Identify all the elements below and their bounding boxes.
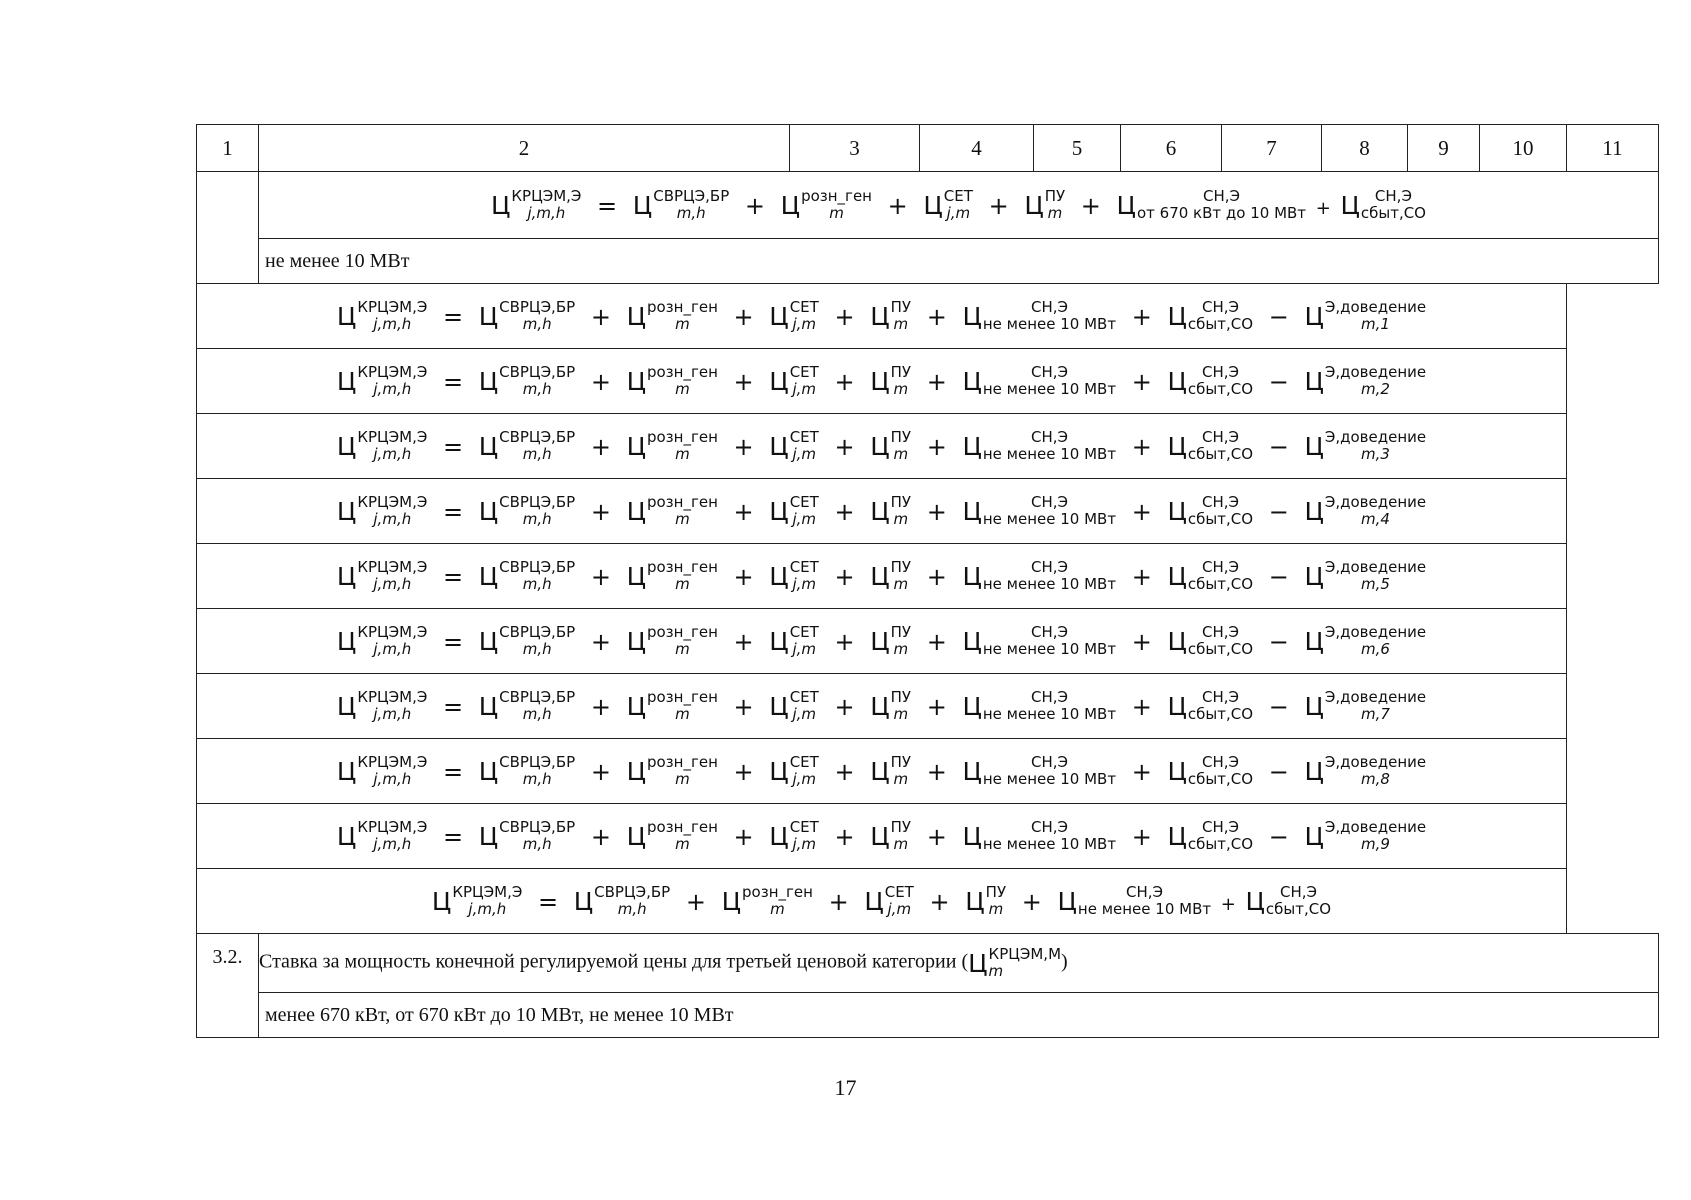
dovedenie-formula-row	[197, 609, 1659, 674]
column-header: 8	[1322, 125, 1408, 172]
formula-cell	[197, 414, 1567, 479]
column-header: 7	[1222, 125, 1322, 172]
dovedenie-formula-row	[197, 284, 1659, 349]
dovedenie-formula-row	[197, 544, 1659, 609]
column-header: 9	[1408, 125, 1480, 172]
categories-row	[197, 993, 1659, 1038]
stavka-symbol: Ц КРЦЭМ,М m	[968, 945, 1062, 980]
price-formula-dovedenie: Ц КРЦЭМ,Э j,m,h = Ц СВРЦЭ,БР m,h + Ц розн_ген m + Ц СЕТ j,m + Ц ПУ m + Ц СН,Э не менее 10 МВт + Ц СН,Э сбыт,СО − Ц Э,доведение m,9	[336, 818, 1427, 853]
formula-row-not-less-10	[197, 869, 1659, 934]
formula-cell	[197, 284, 1567, 349]
stavka-close: )	[1061, 950, 1068, 973]
dovedenie-formula-row	[197, 804, 1659, 869]
column-header: 11	[1567, 125, 1659, 172]
dovedenie-formula-row	[197, 739, 1659, 804]
formula-cell	[197, 609, 1567, 674]
stavka-description	[259, 934, 1659, 993]
price-formula-dovedenie: Ц КРЦЭМ,Э j,m,h = Ц СВРЦЭ,БР m,h + Ц розн_ген m + Ц СЕТ j,m + Ц ПУ m + Ц СН,Э не менее 10 МВт + Ц СН,Э сбыт,СО − Ц Э,доведение m,3	[336, 428, 1427, 463]
formula-cell	[197, 349, 1567, 414]
price-formula-dovedenie: Ц КРЦЭМ,Э j,m,h = Ц СВРЦЭ,БР m,h + Ц розн_ген m + Ц СЕТ j,m + Ц ПУ m + Ц СН,Э не менее 10 МВт + Ц СН,Э сбыт,СО − Ц Э,доведение m,7	[336, 688, 1427, 723]
price-formula-dovedenie: Ц КРЦЭМ,Э j,m,h = Ц СВРЦЭ,БР m,h + Ц розн_ген m + Ц СЕТ j,m + Ц ПУ m + Ц СН,Э не менее 10 МВт + Ц СН,Э сбыт,СО − Ц Э,доведение m,8	[336, 753, 1427, 788]
price-formula-dovedenie: Ц КРЦЭМ,Э j,m,h = Ц СВРЦЭ,БР m,h + Ц розн_ген m + Ц СЕТ j,m + Ц ПУ m + Ц СН,Э не менее 10 МВт + Ц СН,Э сбыт,СО − Ц Э,доведение m,1	[336, 298, 1427, 333]
dovedenie-formula-row	[197, 414, 1659, 479]
row-number: 3.2.	[197, 934, 259, 1038]
dovedenie-formula-row	[197, 674, 1659, 739]
price-formula-not-less-10: Ц КРЦЭМ,Э j,m,h = Ц СВРЦЭ,БР m,h + Ц розн_ген m + Ц СЕТ j,m + Ц ПУ m + Ц СН,Э не менее 10 МВт + Ц СН,Э сбыт,СО	[431, 883, 1332, 918]
column-header: 3	[790, 125, 920, 172]
formula-cell	[197, 674, 1567, 739]
formula-cell	[197, 869, 1567, 934]
header-row	[197, 125, 1659, 172]
price-formula-dovedenie: Ц КРЦЭМ,Э j,m,h = Ц СВРЦЭ,БР m,h + Ц розн_ген m + Ц СЕТ j,m + Ц ПУ m + Ц СН,Э не менее 10 МВт + Ц СН,Э сбыт,СО − Ц Э,доведение m,4	[336, 493, 1427, 528]
categories-text: менее 670 кВт, от 670 кВт до 10 МВт, не менее 10 МВт	[259, 993, 1659, 1038]
column-header: 10	[1480, 125, 1567, 172]
formula-row-670	[197, 172, 1659, 239]
formula-cell	[197, 739, 1567, 804]
price-formula-dovedenie: Ц КРЦЭМ,Э j,m,h = Ц СВРЦЭ,БР m,h + Ц розн_ген m + Ц СЕТ j,m + Ц ПУ m + Ц СН,Э не менее 10 МВт + Ц СН,Э сбыт,СО − Ц Э,доведение m,6	[336, 623, 1427, 658]
column-header: 2	[259, 125, 790, 172]
category-label: не менее 10 МВт	[259, 239, 1659, 284]
price-formula-dovedenie: Ц КРЦЭМ,Э j,m,h = Ц СВРЦЭ,БР m,h + Ц розн_ген m + Ц СЕТ j,m + Ц ПУ m + Ц СН,Э не менее 10 МВт + Ц СН,Э сбыт,СО − Ц Э,доведение m,2	[336, 363, 1427, 398]
label-row	[197, 239, 1659, 284]
row-3-2	[197, 934, 1659, 993]
column-header: 5	[1034, 125, 1121, 172]
formula-cell	[197, 544, 1567, 609]
row-number-cell	[197, 172, 259, 284]
price-formula-dovedenie: Ц КРЦЭМ,Э j,m,h = Ц СВРЦЭ,БР m,h + Ц розн_ген m + Ц СЕТ j,m + Ц ПУ m + Ц СН,Э не менее 10 МВт + Ц СН,Э сбыт,СО − Ц Э,доведение m,5	[336, 558, 1427, 593]
price-formula-670-to-10: Ц КРЦЭМ,Э j,m,h = Ц СВРЦЭ,БР m,h + Ц розн_ген m + Ц СЕТ j,m + Ц ПУ m + Ц СН,Э от 670 кВт до 10 МВт + Ц СН,Э сбыт,СО	[490, 187, 1426, 222]
dovedenie-formula-row	[197, 479, 1659, 544]
dovedenie-formula-row	[197, 349, 1659, 414]
formula-cell	[259, 172, 1659, 239]
column-header: 6	[1121, 125, 1222, 172]
column-header: 1	[197, 125, 259, 172]
stavka-text: Ставка за мощность конечной регулируемой цены для третьей ценовой категории (	[259, 950, 969, 973]
formula-cell	[197, 479, 1567, 544]
column-header: 4	[920, 125, 1034, 172]
page-number: 17	[834, 1075, 857, 1100]
tariff-table	[196, 124, 1659, 1038]
formula-cell	[197, 804, 1567, 869]
